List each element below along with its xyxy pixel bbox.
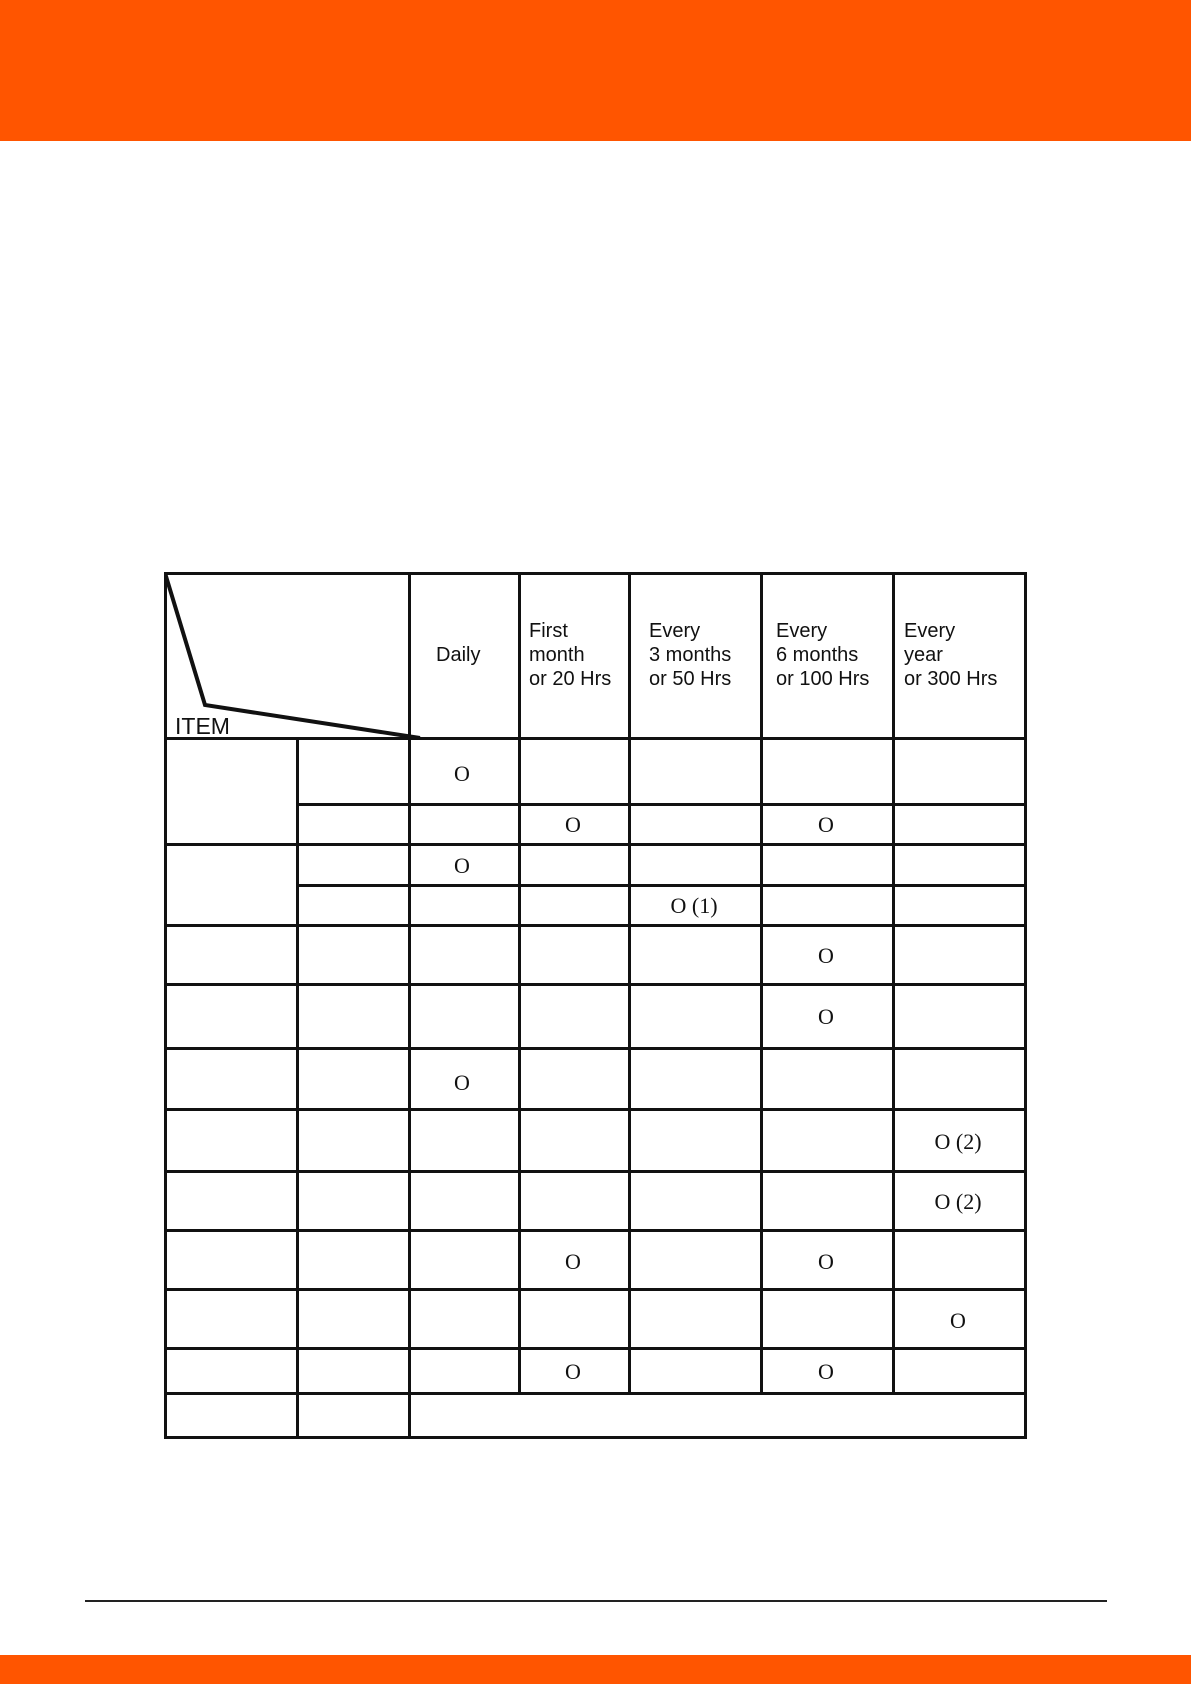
- table-row-line: [164, 1170, 1027, 1173]
- schedule-mark: O: [818, 812, 834, 837]
- schedule-mark: O: [454, 761, 470, 786]
- schedule-mark: O: [454, 853, 470, 878]
- schedule-mark: O: [818, 1359, 834, 1384]
- table-row-line: [164, 1229, 1027, 1232]
- item-column-label: ITEM: [175, 713, 230, 739]
- column-header-daily: Daily: [436, 644, 481, 666]
- table-row-line: [164, 1108, 1027, 1111]
- column-header-first-month: First month or 20 Hrs: [529, 620, 612, 690]
- footer-rule: [85, 1600, 1107, 1602]
- footer-band: [0, 1655, 1191, 1684]
- table-row-line: [164, 1288, 1027, 1291]
- table-row-line: [164, 983, 1027, 986]
- column-header-every-year: Every year or 300 Hrs: [904, 620, 998, 690]
- schedule-mark: O (2): [934, 1189, 982, 1214]
- table-row-line: [296, 884, 1027, 887]
- schedule-mark: O: [818, 1004, 834, 1029]
- schedule-mark: O (1): [670, 893, 718, 918]
- table-border-right: [1024, 572, 1027, 1439]
- table-row-line: [164, 924, 1027, 927]
- schedule-mark: O: [818, 943, 834, 968]
- schedule-mark: O: [454, 1070, 470, 1095]
- table-row-line: [296, 803, 1027, 806]
- schedule-mark: O: [565, 812, 581, 837]
- column-header-every-6-months: Every 6 months or 100 Hrs: [776, 620, 870, 690]
- schedule-mark: O: [950, 1308, 966, 1333]
- table-row-line: [164, 1392, 1027, 1395]
- schedule-mark: O: [565, 1359, 581, 1384]
- table-row-line: [164, 1347, 1027, 1350]
- table-border-bottom: [164, 1436, 1027, 1439]
- table-row-line: [164, 843, 1027, 846]
- schedule-mark: O (2): [934, 1129, 982, 1154]
- schedule-mark: O: [818, 1249, 834, 1274]
- table-row-line: [164, 1047, 1027, 1050]
- schedule-mark: O: [565, 1249, 581, 1274]
- column-header-every-3-months: Every 3 months or 50 Hrs: [649, 620, 732, 690]
- header-band: [0, 0, 1191, 141]
